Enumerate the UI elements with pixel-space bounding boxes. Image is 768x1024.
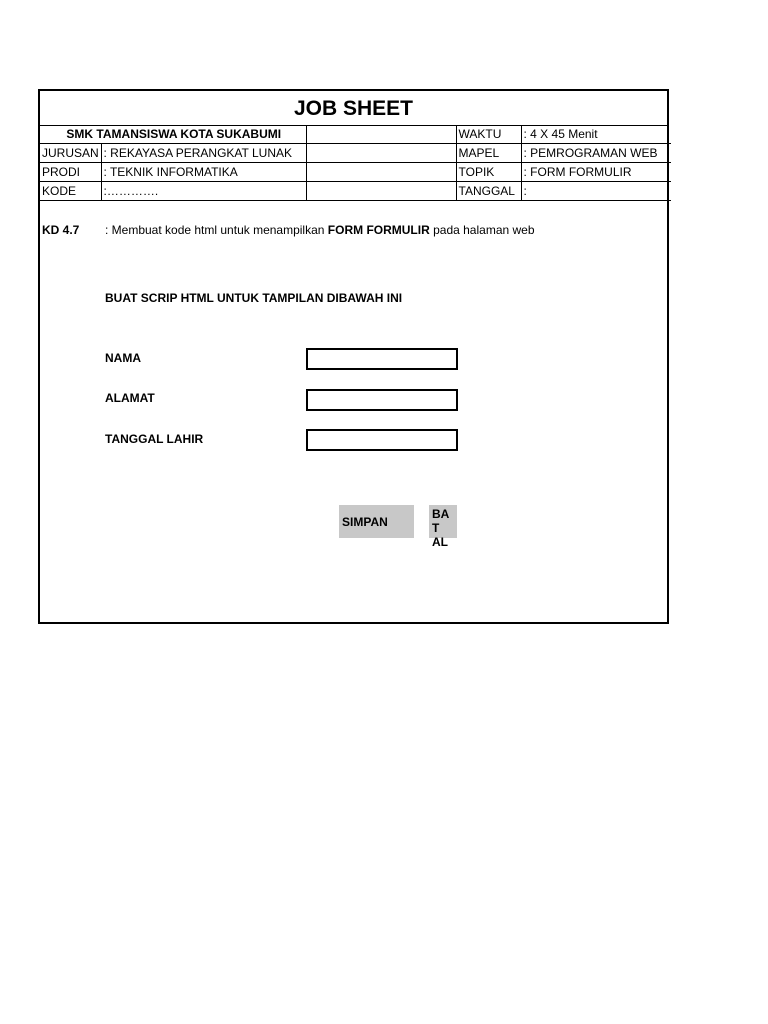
kd-text-suffix: pada halaman web xyxy=(429,223,535,237)
kode-value: :…………. xyxy=(101,182,306,201)
tanggal-lahir-label: TANGGAL LAHIR xyxy=(105,432,204,446)
topik-value: : FORM FORMULIR xyxy=(521,163,671,182)
kd-number: KD 4.7 xyxy=(42,223,80,237)
waktu-value: : 4 X 45 Menit xyxy=(521,125,671,144)
empty-cell xyxy=(306,144,456,163)
waktu-label: WAKTU xyxy=(456,125,521,144)
page-title: JOB SHEET xyxy=(40,91,667,126)
nama-label: NAMA xyxy=(105,351,141,365)
jurusan-label: JURUSAN xyxy=(40,144,101,163)
header-row-school xyxy=(40,125,671,144)
kode-label: KODE xyxy=(40,182,101,201)
simpan-button[interactable]: SIMPAN xyxy=(339,505,414,538)
header-row-kode xyxy=(40,182,671,201)
prodi-value: : TEKNIK INFORMATIKA xyxy=(101,163,306,182)
school-name: SMK TAMANSISWA KOTA SUKABUMI xyxy=(40,125,306,144)
batal-button[interactable]: BAT AL xyxy=(429,505,457,538)
empty-cell xyxy=(306,125,456,144)
tanggal-value: : xyxy=(521,182,671,201)
empty-cell xyxy=(306,182,456,201)
mapel-label: MAPEL xyxy=(456,144,521,163)
kd-description xyxy=(105,223,535,237)
topik-label: TOPIK xyxy=(456,163,521,182)
nama-input[interactable] xyxy=(306,348,458,370)
header-row-prodi xyxy=(40,163,671,182)
header-table xyxy=(40,125,671,201)
kd-text-bold: FORM FORMULIR xyxy=(327,223,430,237)
jurusan-value: : REKAYASA PERANGKAT LUNAK xyxy=(101,144,306,163)
prodi-label: PRODI xyxy=(40,163,101,182)
empty-cell xyxy=(306,163,456,182)
kd-text-prefix: : Membuat kode html untuk menampilkan xyxy=(105,223,328,237)
tanggal-lahir-input[interactable] xyxy=(306,429,458,451)
job-sheet xyxy=(38,89,669,624)
alamat-label: ALAMAT xyxy=(105,391,155,405)
header-row-jurusan xyxy=(40,144,671,163)
tanggal-label: TANGGAL xyxy=(456,182,521,201)
alamat-input[interactable] xyxy=(306,389,458,411)
instruction-text: BUAT SCRIP HTML UNTUK TAMPILAN DIBAWAH INI xyxy=(105,291,403,305)
mapel-value: : PEMROGRAMAN WEB xyxy=(521,144,671,163)
